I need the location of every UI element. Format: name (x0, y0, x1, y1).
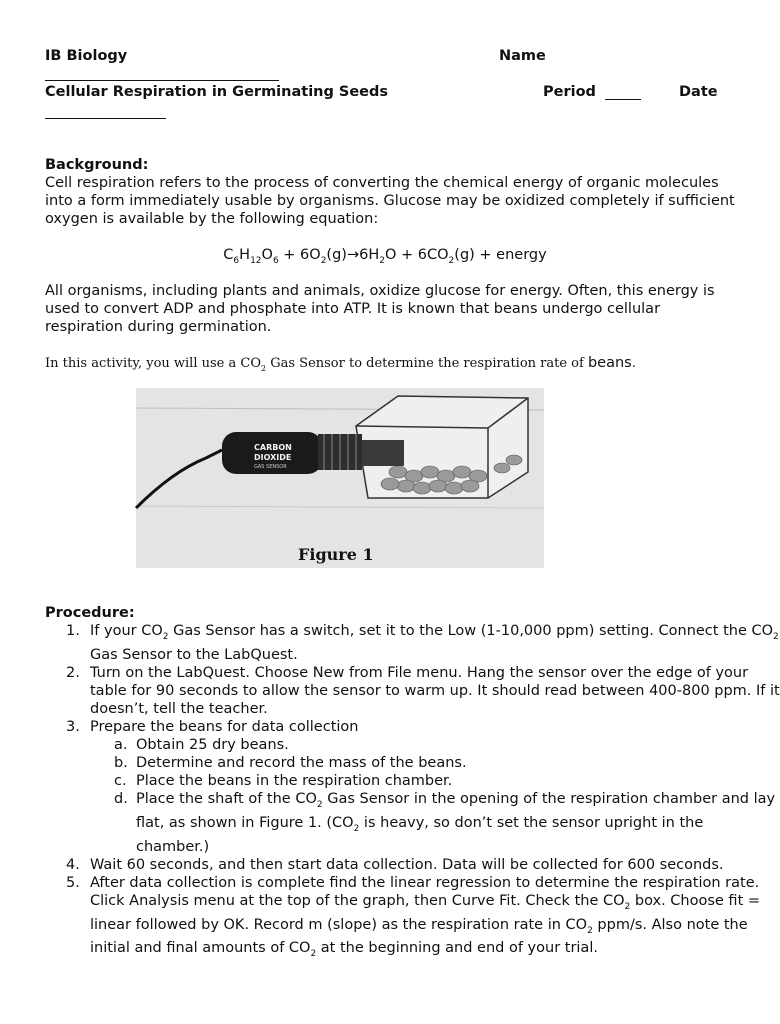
name-underline (45, 80, 279, 81)
step-number: 1. (66, 623, 80, 639)
sensor-label-1: CARBON (254, 443, 292, 452)
activity-statement: In this activity, you will use a $CO_2$ Gas Sensor to determine the respiration rate of beans. (45, 355, 636, 373)
lab-title: Cellular Respiration in Germinating Seeds (45, 84, 389, 100)
period-label: Period (543, 84, 596, 100)
background-paragraph-1: Cell respiration refers to the process of converting the chemical energy of organic molecules into a form immediately usable by organisms. Glucose may be oxidized completely if sufficient oxygen is available by the following equation: (45, 175, 735, 227)
arrow-icon: → (346, 247, 360, 263)
step-1: 1. If your $CO_2$ Gas Sensor has a switch, set it to the Low (1-10,000 ppm) setting. Connect the $CO_2$ Gas Sensor to the LabQuest. (66, 623, 779, 663)
sensor-label-3: GAS SENSOR (254, 464, 287, 470)
step-number: 4. (66, 856, 80, 873)
procedure-heading: Procedure: (45, 605, 135, 621)
step-number: 2. (66, 664, 80, 681)
step-number: 3. (66, 718, 80, 735)
procedure-steps (45, 622, 780, 963)
glucose-equation: $C_6H_{12}O_6 + 6O_2(g)\to 6H_2O + 6CO_2(g)$ + energy (223, 247, 547, 266)
step-3-substeps (90, 736, 780, 856)
figure-1-photo (136, 388, 544, 568)
figure-caption: Figure 1 (298, 545, 374, 564)
step-2: 2. Turn on the LabQuest. Choose New from File menu. Hang the sensor over the edge of your table for 90 seconds to allow the sensor to warm up. It should read between 400-800 ppm. If it doesn’t, tell the teacher. (66, 664, 780, 717)
step-3a: a. Obtain 25 dry beans. (114, 736, 289, 753)
step-number: 5. (66, 874, 80, 891)
step-3d: d. Place the shaft of the $CO_2$ Gas Sensor in the opening of the respiration chamber and lay flat, as shown in Figure 1. ($CO_2$ is heavy, so don’t set the sensor upright in the chamber.) (114, 790, 776, 855)
step-4: 4. Wait 60 seconds, and then start data collection. Data will be collected for 600 seconds. (66, 856, 724, 873)
background-paragraph-2: All organisms, including plants and animals, oxidize glucose for energy. Often, this energy is used to convert ADP and phosphate into ATP. It is known that beans undergo cellular respiration during germination. (45, 283, 715, 335)
course-title: IB Biology (45, 48, 128, 64)
step-3: 3. Prepare the beans for data collection a. Obtain 25 dry beans. b. Determine and record the mass of the beans. c. Place the beans in the respiration chamber. d. Place the shaft of the $CO_2$ Gas Sensor in the opening of the respiration chamber and lay flat, as shown in Figure 1. ($CO_2$ is heavy, so don’t set the sensor upright in the chamber.) (90, 718, 780, 856)
date-underline (45, 118, 166, 119)
date-label: Date (679, 84, 718, 100)
background-heading: Background: (45, 157, 149, 173)
respiration-chamber-illustration (136, 388, 544, 568)
name-label: Name (499, 48, 546, 64)
sensor-label-2: DIOXIDE (254, 453, 292, 462)
step-3c: c. Place the beans in the respiration chamber. (114, 772, 453, 789)
step-3b: b. Determine and record the mass of the beans. (114, 754, 467, 771)
period-underline (605, 99, 641, 100)
step-5: 5. After data collection is complete find the linear regression to determine the respiration rate. Click Analysis menu at the top of the graph, then Curve Fit. Check the $CO_2$ box. Choose fit = linear followed by OK. Record m (slope) as the respiration rate in $CO_2$ ppm/s. Also note the initial and final amounts of $CO_2$ at the beginning and end of your trial. (66, 874, 761, 960)
